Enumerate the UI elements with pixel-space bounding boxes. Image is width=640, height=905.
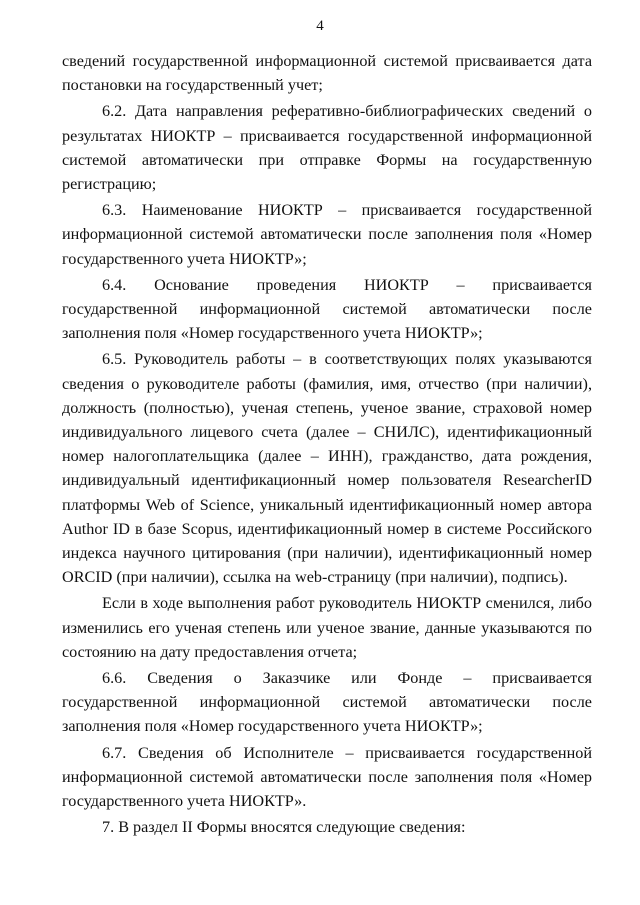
page-number: 4	[316, 18, 324, 34]
paragraph-6-4: 6.4. Основание проведения НИОКТР – присваивается государственной информационной системой автоматически после заполнения поля «Номер государственного учета НИОКТР»;	[62, 275, 592, 343]
document-body	[62, 49, 592, 840]
paragraph-7: 7. В раздел II Формы вносятся следующие сведения:	[102, 818, 466, 837]
paragraph-6-7: 6.7. Сведения об Исполнителе – присваивается государственной информационной системой автоматически после заполнения поля «Номер государственного учета НИОКТР».	[62, 743, 592, 811]
paragraph-supervisor-change: Если в ходе выполнения работ руководитель НИОКТР сменился, либо изменились его ученая степень или ученое звание, данные указываются по состоянию на дату предоставления отчета;	[62, 594, 592, 661]
paragraph-6-3: 6.3. Наименование НИОКТР – присваивается государственной информационной системой автоматически после заполнения поля «Номер государственного учета НИОКТР»;	[62, 201, 592, 268]
paragraph-6-5: 6.5. Руководитель работы – в соответствующих полях указываются сведения о руководителе работы (фамилия, имя, отчество (при наличии), должность (полностью), ученая степень, ученое звание, страховой номер индивидуального лицевого счета (далее – СНИЛС), идентификационный номер налогоплательщика (далее – ИНН), гражданство, дата рождения, индивидуальный идентификационный номер пользователя ResearcherID платформы Web of Science, уникальный идентификационный номер автора Author ID в базе Scopus, идентификационный номер в системе Российского индекса научного цитирования (при наличии), идентификационный номер ORCID (при наличии), ссылка на web-страницу (при наличии), подпись).	[62, 350, 592, 587]
paragraph-6-2: 6.2. Дата направления реферативно-библиографических сведений о результатах НИОКТР – присваивается государственной информационной системой автоматически при отправке Формы на государственную регистрацию;	[62, 102, 592, 194]
paragraph-6-6: 6.6. Сведения о Заказчике или Фонде – присваивается государственной информационной системой автоматически после заполнения поля «Номер государственного учета НИОКТР»;	[62, 669, 592, 736]
paragraph-continuation: сведений государственной информационной системой присваивается дата постановки на государственный учет;	[62, 52, 592, 95]
